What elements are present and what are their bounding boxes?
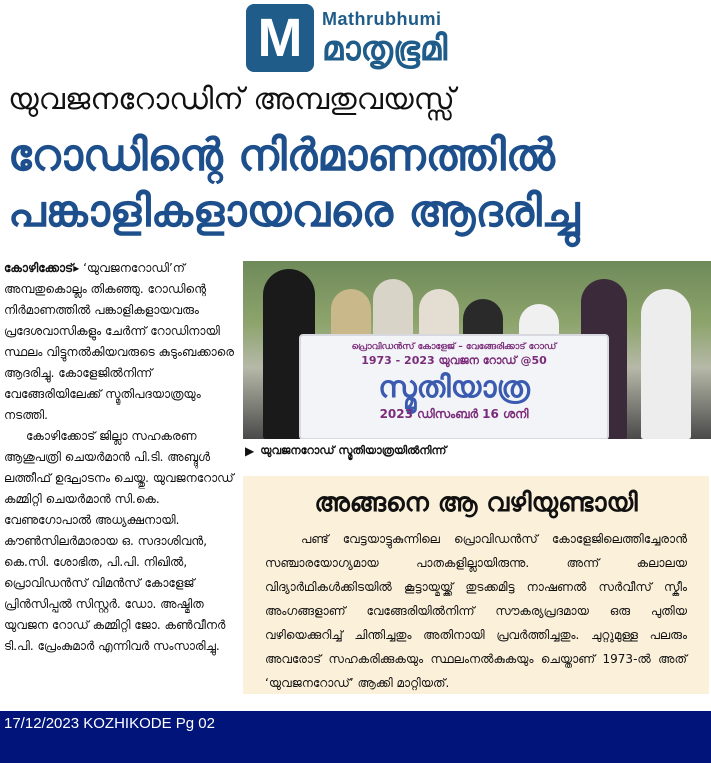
masthead-text: [322, 9, 447, 68]
body-paragraph-1-text: ‘യുവജനറോഡി’ന് അമ്പതുകൊല്ലം തികഞ്ഞു. റോഡിന്റെ നിർമാണത്തിൽ പങ്കാളികളായവരും പ്രദേശവാസികളും ചേർന്ന് റോഡിനായി സ്ഥലം വിട്ടുനൽകിയവരുടെ കുടുംബക്കാരെ ആദരിച്ചു. കോളേജിൽനിന്ന് വേങ്ങേരിയിലേക്ക് സ്മൃതിപദയാത്രയും നടത്തി.: [4, 261, 234, 422]
article-photo: [243, 261, 711, 439]
photo-banner: [299, 334, 609, 439]
article-kicker: യുവജനറോഡിന് അമ്പതുവയസ്സ്: [8, 82, 455, 117]
masthead-logo: [246, 4, 447, 72]
headline-line-1: റോഡിന്റെ നിർമാണത്തിൽ: [8, 130, 555, 181]
masthead-badge: M: [246, 4, 314, 72]
headline-line-2: പങ്കാളികളായവരെ ആദരിച്ചു: [8, 186, 580, 237]
sidebar-box-body: പണ്ട് വേട്ടയാട്ടുകുന്നിലെ പ്രൊവിഡൻസ് കോളേജിലെത്തിച്ചേരാൻ സഞ്ചാരയോഗ്യമായ പാതകളില്ലായിരുന്നു. അന്ന് കലാലയ വിദ്യാർഥികൾക്കിടയിൽ കൂട്ടായ്മയ്ക്ക് തുടക്കമിട്ട നാഷണൽ സർവീസ് സ്കീം അംഗങ്ങളാണ് വേങ്ങേരിയിൽനിന്ന് സൗകര്യപ്രദമായ ഒരു പുതിയ വഴിയെക്കുറിച്ച് ചിന്തിച്ചതും അതിനായി പ്രവർത്തിച്ചതും. ചുറ്റുമുള്ള പലരും അവരോട് സഹകരിക്കുകയും സ്ഥലംനൽകുകയും ചെയ്താണ് 1973-ൽ അത് ‘യുവജനറോഡ്’ ആക്കി മാറ്റിയത്.: [265, 532, 687, 690]
masthead-name-ml: മാതൃഭൂമി: [322, 28, 448, 69]
photo-person: [641, 289, 691, 439]
article-body: [4, 258, 238, 657]
photo-caption-text: യുവജനറോഡ് സ്മൃതിയാത്രയിൽനിന്ന്: [260, 444, 447, 457]
sidebar-box-title: അങ്ങനെ ആ വഴിയുണ്ടായി: [314, 488, 638, 518]
photo-caption: [245, 444, 446, 458]
play-icon: ▶: [245, 444, 255, 458]
dateline: കോഴിക്കോട്▸: [4, 261, 80, 275]
masthead-name-en: Mathrubhumi: [322, 8, 442, 29]
body-paragraph-2: കോഴിക്കോട് ജില്ലാ സഹകരണ ആശുപത്രി ചെയർമാൻ പി.ടി. അബ്ദുൾ ലത്തീഫ് ഉദ്ഘാടനം ചെയ്തു. യുവജനറോഡ് കമ്മിറ്റി ചെയർമാൻ സി.കെ. വേണുഗോപാൽ അധ്യക്ഷനായി. കൗൺസിലർമാരായ ഒ. സദാശിവൻ, കെ.സി. ശോഭിത, പി.പി. നിഖിൽ, പ്രൊവിഡൻസ് വിമൻസ് കോളേജ് പ്രിൻസിപ്പൽ സിസ്റ്റർ. ഡോ. അഷ്മിത യുവജന റോഡ് കമ്മിറ്റി ജോ. കൺവീനർ ടി.പി. പ്രേംകുമാർ എന്നിവർ സംസാരിച്ചു.: [4, 429, 234, 653]
sidebar-box: [243, 476, 709, 694]
footer-text: 17/12/2023 KOZHIKODE Pg 02: [4, 715, 215, 732]
body-paragraph-1: [4, 258, 238, 426]
banner-date: 2023 ഡിസംബർ 16 ശനി: [379, 407, 529, 421]
banner-subtitle: 1973 - 2023 യുവജന റോഡ് @50: [361, 354, 547, 367]
page-footer: [0, 711, 711, 763]
banner-top-text: പ്രൊവിഡൻസ് കോളേജ് – വേങ്ങേരിക്കാട് റോഡ്: [351, 342, 557, 352]
banner-title: സ്മൃതിയാത്ര: [378, 370, 530, 405]
article-headline: [8, 128, 708, 240]
